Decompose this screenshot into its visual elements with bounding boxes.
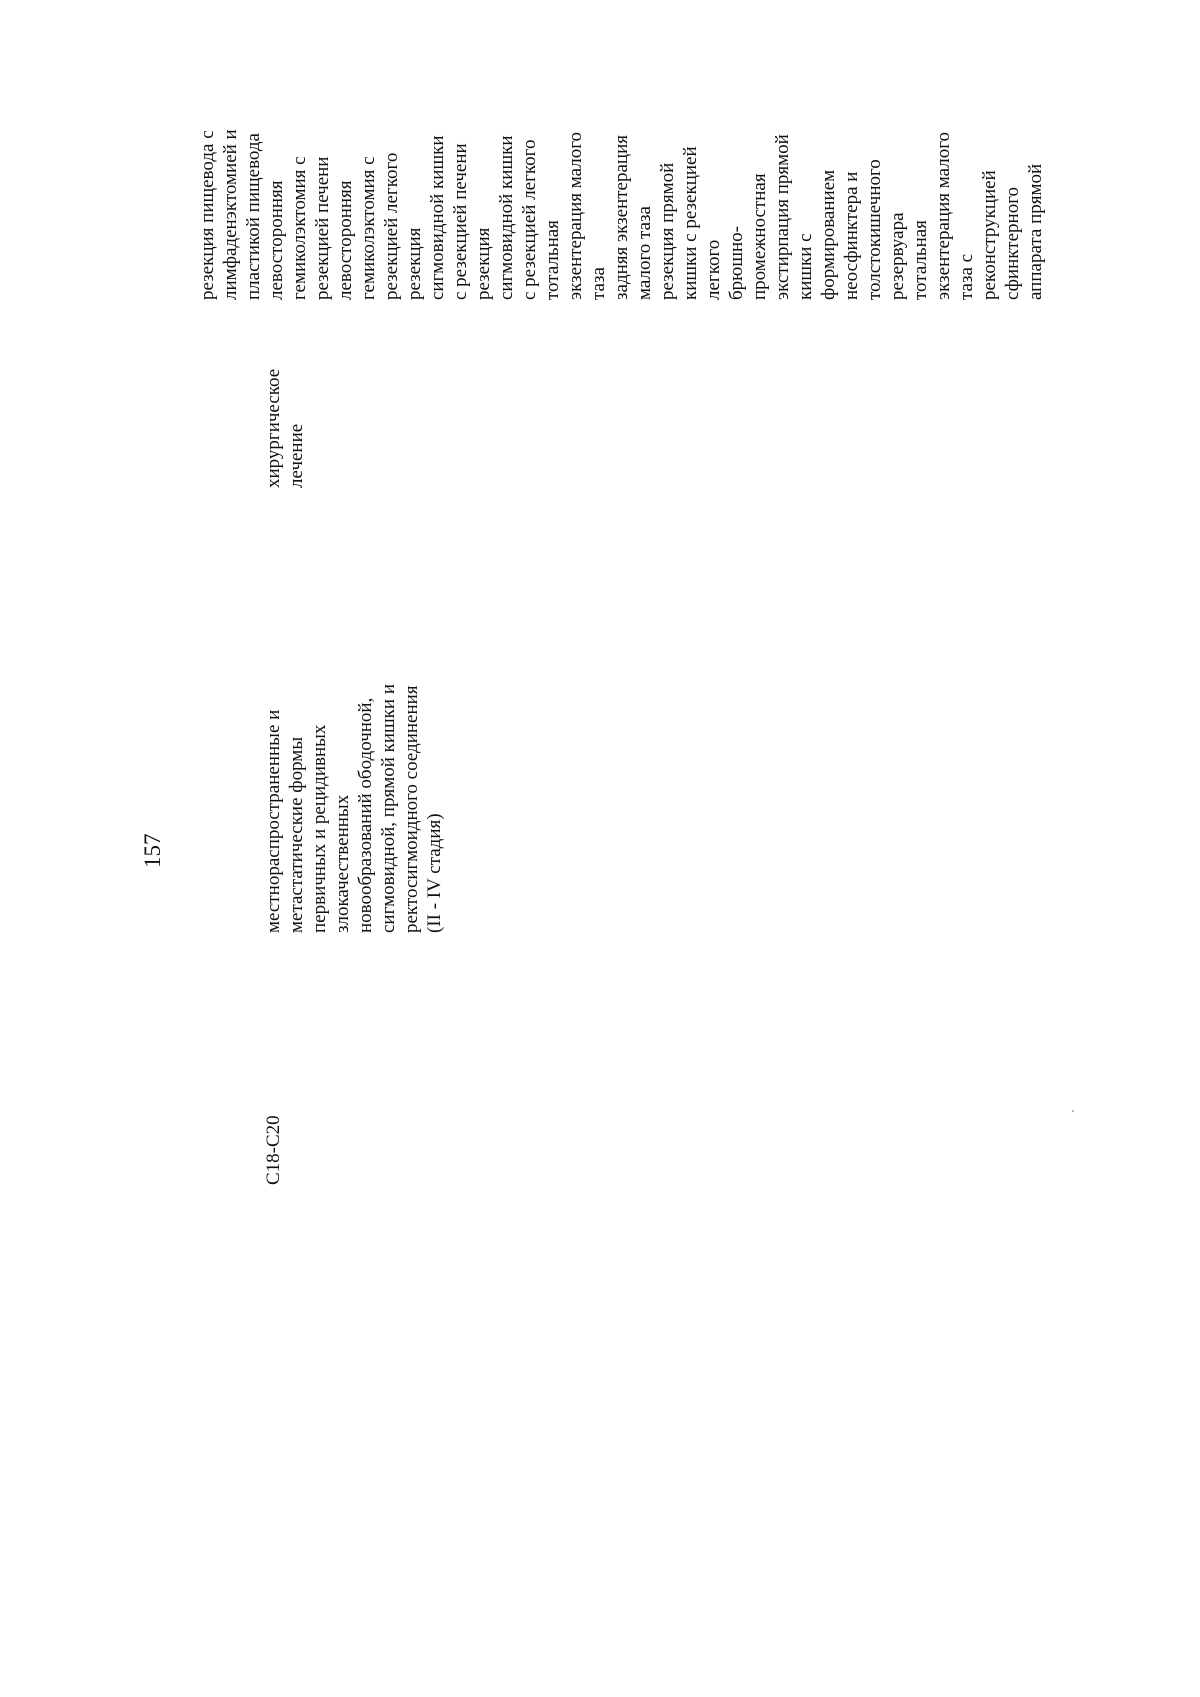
diagnosis-line: (II - IV стадия) bbox=[424, 813, 445, 933]
method-line: сфинктерного bbox=[1002, 186, 1023, 300]
diagnosis-line: местнораспространенные и bbox=[263, 709, 284, 933]
method-line: толстокишечного bbox=[864, 159, 885, 300]
method-line: резервуара bbox=[887, 212, 908, 300]
page-number: 157 bbox=[140, 833, 165, 868]
method-line: таза bbox=[588, 267, 609, 300]
method-line: пластикой пищевода bbox=[243, 133, 264, 300]
treatment-type-line: хирургическое bbox=[263, 368, 284, 488]
method-line: таза с bbox=[956, 253, 977, 300]
method-line: с резекцией печени bbox=[450, 143, 471, 300]
method-line: легкого bbox=[703, 239, 724, 300]
diagnosis-line: первичных и рецидивных bbox=[309, 724, 330, 933]
icd-code-cell: C18-C20 bbox=[263, 1115, 284, 1185]
treatment-type-line: лечение bbox=[286, 423, 307, 488]
method-line: формированием bbox=[818, 169, 839, 300]
method-line: левосторонняя bbox=[335, 180, 356, 300]
treatment-methods-cell bbox=[196, 129, 1047, 300]
method-line: задняя экзентерация bbox=[611, 135, 632, 300]
diagnosis-line: метастатические формы bbox=[286, 736, 307, 933]
method-line: тотальная bbox=[910, 220, 931, 300]
method-line: кишки с резекцией bbox=[680, 146, 701, 300]
method-line: левосторонняя bbox=[266, 180, 287, 300]
method-line: резекцией печени bbox=[312, 156, 333, 300]
method-line: экзентерация малого bbox=[933, 131, 954, 300]
diagnosis-line: сигмовидной, прямой кишки и bbox=[378, 683, 399, 933]
method-line: резекция bbox=[473, 227, 494, 300]
method-line: брюшно- bbox=[726, 226, 747, 300]
method-line: гемиколэктомия с bbox=[289, 156, 310, 300]
method-line: резекция пищевода с bbox=[197, 130, 218, 300]
method-line: реконструкцией bbox=[979, 170, 1000, 300]
method-line: лимфаденэктомией и bbox=[220, 129, 241, 300]
method-line: экзентерация малого bbox=[565, 131, 586, 300]
method-line: гемиколэктомия с bbox=[358, 156, 379, 300]
method-line: резекция прямой bbox=[657, 162, 678, 300]
method-line: сигмовидной кишки bbox=[496, 135, 517, 300]
diagnosis-cell bbox=[262, 684, 446, 933]
diagnosis-line: новообразований ободочной, bbox=[355, 697, 376, 933]
method-line: с резекцией легкого bbox=[519, 139, 540, 300]
method-line: малого таза bbox=[634, 206, 655, 300]
method-line: экстирпация прямой bbox=[772, 134, 793, 300]
method-line: неосфинктера и bbox=[841, 171, 862, 300]
treatment-type-cell bbox=[262, 369, 308, 488]
method-line: резекцией легкого bbox=[381, 152, 402, 300]
scan-speck bbox=[1072, 1110, 1074, 1112]
method-line: сигмовидной кишки bbox=[427, 135, 448, 300]
method-line: кишки с bbox=[795, 233, 816, 300]
method-line: аппарата прямой bbox=[1025, 163, 1046, 300]
diagnosis-line: злокачественных bbox=[332, 794, 353, 933]
method-line: промежностная bbox=[749, 173, 770, 300]
method-line: тотальная bbox=[542, 220, 563, 300]
diagnosis-line: ректосигмоидного соединения bbox=[401, 685, 422, 933]
method-line: резекция bbox=[404, 227, 425, 300]
